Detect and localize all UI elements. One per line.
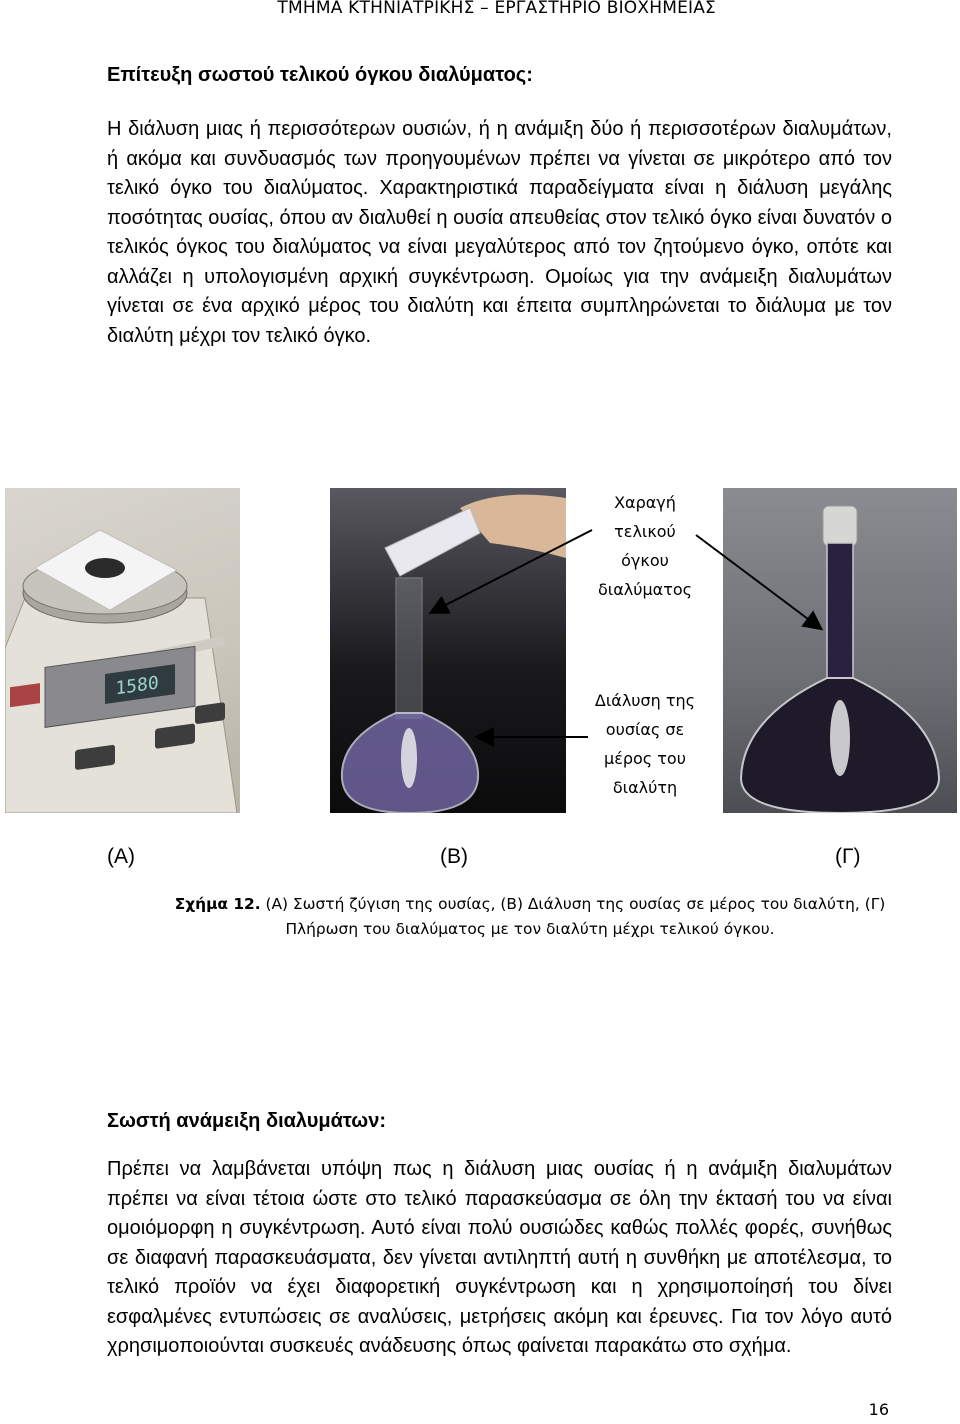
caption-text-line1: (Α) Σωστή ζύγιση της ουσίας, (Β) Διάλυση της ουσίας σε μέρος του διαλύτη, (Γ): [260, 895, 886, 913]
annotation-line: τελικού: [614, 522, 676, 541]
balance-display-readout: 1580: [115, 672, 159, 700]
section-heading-mixing: Σωστή ανάμειξη διαλυμάτων:: [107, 1110, 386, 1132]
annotation-line: διαλύτη: [612, 778, 678, 797]
caption-figure-number: Σχήμα 12.: [174, 895, 261, 913]
figure-label-a: (Α): [107, 845, 135, 868]
annotation-line: Χαραγή: [614, 493, 676, 512]
paragraph-final-volume: Η διάλυση μιας ή περισσότερων ουσιών, ή η ανάμιξη δύο ή περισσοτέρων διαλυμάτων, ή ακόμα και συνδυασμός των προηγουμένων πρέπει να γίνεται σε μικρότερο από τον τελικό όγκο του διαλύματος. Χαρακτηριστικά παραδείγματα είναι η διάλυση μεγάλης ποσότητας ουσίας, όπου αν διαλυθεί η ουσία απευθείας στον τελικό όγκο είναι δυνατόν ο τελικός όγκος του διαλύματος να είναι μεγαλύτερος από τον ζητούμενο όγκο, οπότε και αλλάζει η υπολογισμένη αρχική συγκέντρωση. Ομοίως για την ανάμειξη διαλυμάτων γίνεται σε ένα αρχικό μέρος του διαλύτη και έπειτα συμπληρώνεται το διάλυμα με τον διαλύτη μέχρι τον τελικό όγκο.: [107, 118, 892, 347]
arrow-to-flask-c-mark: [696, 535, 820, 628]
paragraph-mixing: Πρέπει να λαμβάνεται υπόψη πως η διάλυση μιας ουσίας ή η ανάμιξη διαλυμάτων πρέπει να είναι τέτοια ώστε στο τελικό παρασκεύασμα σε όλη την έκτασή του να είναι ομοιόμορφη η συγκέντρωση. Αυτό είναι πολύ ουσιώδες καθώς πολλές φορές, συνήθως σε διαφανή παρασκευάσματα, δεν γίνεται αντιληπτή αυτή η συνθήκη με αποτέλεσμα, το τελικό προϊόν να έχει διαφορετική συγκέντρωση και η χρησιμοποίησή του δίνει εσφαλμένες εντυπώσεις σε αναλύσεις, μετρήσεις ακόμη και έρευνες. Για τον λόγο αυτό χρησιμοποιούνται συσκευές ανάδευσης όπως φαίνεται παρακάτω στο σχήμα.: [107, 1158, 892, 1357]
annotation-line: μέρος του: [604, 749, 686, 768]
section-heading-final-volume: Επίτευξη σωστού τελικού όγκου διαλύματος:: [107, 64, 533, 86]
annotation-line: διαλύματος: [597, 580, 692, 599]
caption-text-line2: Πλήρωση του διαλύματος με τον διαλύτη μέχρι τελικού όγκου.: [285, 920, 775, 938]
annotation-line: ουσίας σε: [605, 720, 685, 739]
arrow-to-flask-b-mark: [432, 530, 592, 612]
header-title: ΤΜΗΜΑ ΚΤΗΝΙΑΤΡΙΚΗΣ – ΕΡΓΑΣΤΗΡΙΟ ΒΙΟΧΗΜΕΙΑΣ: [277, 0, 716, 18]
page-number: 16: [868, 1400, 889, 1419]
figure-caption: [100, 892, 960, 942]
annotation-line: Διάλυση της: [594, 691, 696, 710]
figure-label-c: (Γ): [835, 845, 861, 868]
annotation-line: όγκου: [621, 551, 669, 570]
figure-label-b: (Β): [440, 845, 468, 868]
